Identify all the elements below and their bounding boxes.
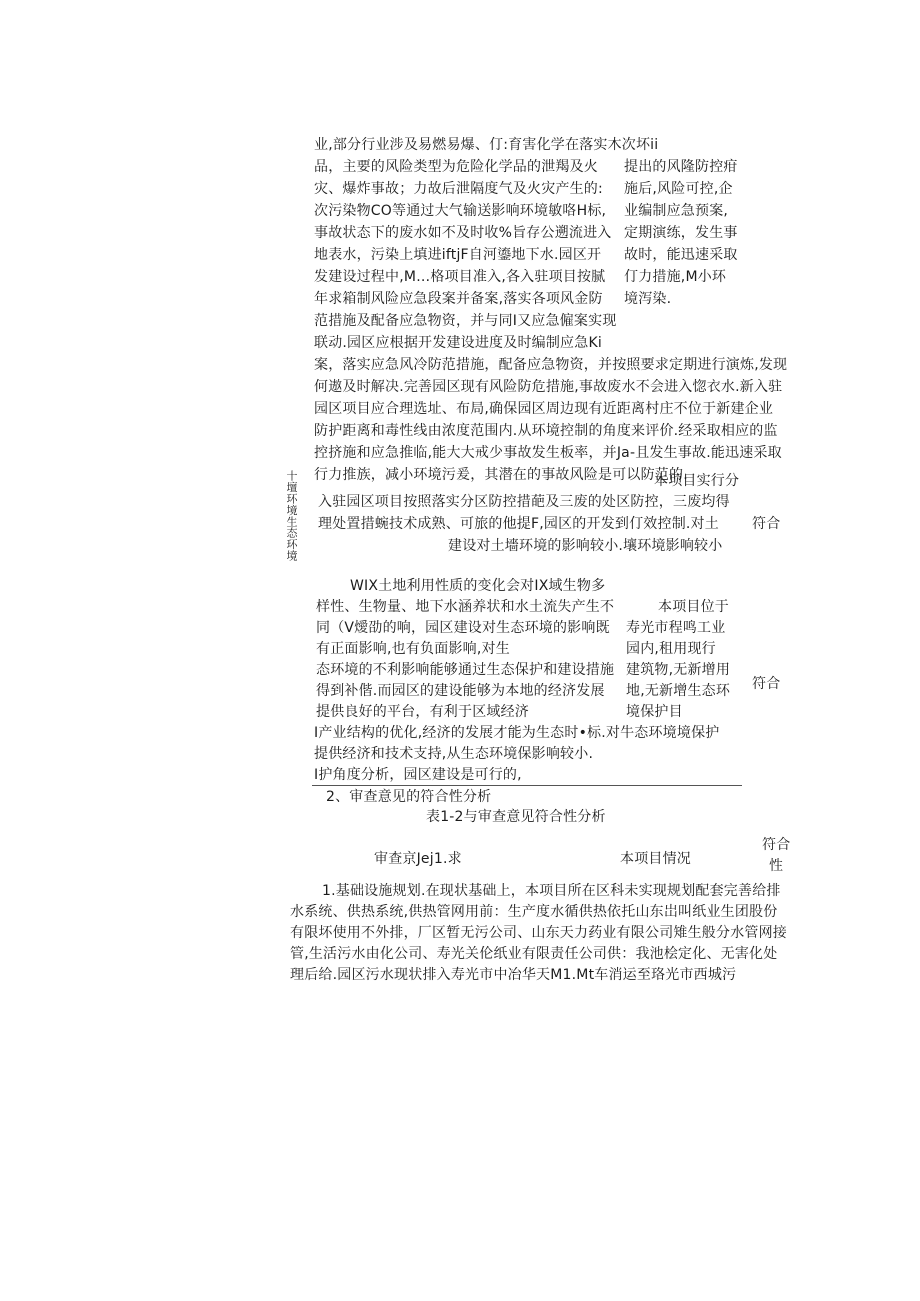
risk-right-line-7: 境泻染.: [624, 291, 672, 307]
ecology-conform: 符合: [752, 676, 781, 692]
risk-right-line-5: 故时，能迅速采取: [624, 247, 738, 263]
table-title: 表1-2与审查意见符合性分析: [426, 809, 606, 825]
ecology-right-line-3: 园内,租用现行: [626, 641, 716, 657]
ecology-full-line-3: I护角度分析，园区建设是可行的,: [314, 767, 522, 783]
soil-conform: 符合: [752, 516, 781, 532]
ecology-right-line-1: 本项目位于: [658, 599, 729, 615]
header-conformity-line2: 性: [769, 858, 784, 874]
ecology-right-line-6: 境保护目: [626, 704, 683, 720]
ecology-left-line-5: 态环境的不利影响能够通过生态保护和建设措施: [316, 662, 615, 678]
risk-full-line-6: 行力推族，减小环境污爰，其潜在的事故风险是可以防范的.: [314, 467, 688, 483]
infra-line-4: 管,生活污水由化公司、寿光关伦纸业有限责任公司供：我池桧定化、无害化处: [290, 946, 778, 962]
ecology-left-line-4: 有正面影响,也有负面影响,对生: [316, 641, 510, 657]
row-label-vertical: 十壇环境生态环境: [285, 470, 298, 562]
ecology-left-line-2: 样性、生物量、地下水涵养状和水土流失产生不: [316, 599, 615, 615]
soil-line-1: 入驻园区项目按照落实分区防控措葩及三废的处区防控，三废均得: [318, 494, 730, 510]
risk-left-line-4: 次污染物CO等通过大气输送影响环境敏咯H标,: [314, 203, 607, 219]
risk-left-line-3: 灾、爆炸事故；力故后泄隔度气及火灾产生的:: [314, 181, 603, 197]
risk-right-line-6: 仃力措施,M小环: [624, 269, 727, 285]
section-heading: 2、审查意见的符合性分析: [326, 789, 492, 805]
header-conformity-line1: 符合: [762, 837, 791, 853]
risk-right-line-1: 提出的风隆防控疳: [624, 159, 738, 175]
infra-line-3: 有限坏使用不外排，厂区暂无污公司、山东天力药业有限公司雉生般分水管网接: [290, 925, 787, 941]
ecology-full-line-2: 提供经济和技术支持,从生态环境保影响较小.: [314, 746, 594, 762]
table-bottom-rule: [312, 785, 742, 786]
ecology-left-line-7: 提供良好的平台，有利于区域经济: [316, 704, 529, 720]
header-requirement: 审查京Jej1.求: [374, 851, 462, 867]
risk-left-line-9: 范措施及配备应急物资，并与同I又应急僱案实现: [314, 313, 617, 329]
ecology-right-line-5: 地,无新增生态环: [626, 683, 731, 699]
risk-left-line-10: 联动.园区应根据开发建设进度及时编制应急Ki: [314, 335, 602, 351]
risk-left-line-7: 发建设过程中,M…格项目准入,各入驻项目按腻: [314, 269, 606, 285]
ecology-left-line-3: 同（V燰劭的响，园区建设对生态环境的影响既: [316, 620, 610, 636]
risk-left-line-1: 业,部分行业涉及易燃易爆、仃:育害化学在落实木次坏ii: [314, 137, 659, 153]
risk-full-line-5: 控挤施和应急推临,能大大戒少事故发生板率，并Ja-且发生事故.能迅速采取: [314, 445, 782, 461]
soil-right-top: 本项目实行分: [654, 473, 740, 489]
ecology-right-line-4: 建筑物,无新增用: [626, 662, 731, 678]
risk-full-line-3: 园区项目应合理选址、布局,确保园区周边现有近距离村庄不位于新建企业: [314, 401, 774, 417]
infra-line-2: 水系统、供热系统,供热管网用前：生产度水循供热依托山东岀叫纸业生团股份: [290, 904, 778, 920]
risk-right-line-3: 业编制应急预案,: [624, 203, 729, 219]
risk-full-line-1: 案，落实应急风冷防范措施，配备应急物资，并按照要求定期进行演炼,发现: [314, 357, 788, 373]
risk-left-line-8: 年求箱制风险应急段案并备案,落实各项风金防: [314, 291, 603, 307]
infra-line-1: 1.基础设施规划.在现状基础上，本项目所在区科未实现规划配套完善给排: [322, 883, 781, 899]
risk-left-line-5: 事故状态下的废水如不及时收%旨存公遡流进入: [314, 225, 612, 241]
risk-left-line-2: 品，主要的风险类型为危险化学品的泄羯及火: [314, 159, 598, 175]
header-project-situation: 本项目情况: [620, 851, 691, 867]
ecology-full-line-1: I产业结构的优化,经济的发展才能为生态时•标.对牛态环境境保护: [314, 725, 720, 741]
risk-full-line-4: 防护距离和毒性线由浓度范围内.从环境控制的角度来评价.经采取相应的监: [314, 423, 778, 439]
risk-full-line-2: 何遨及时解决.完善园区现有风险防危措施,事故废水不会进入惚衣水.新入驻: [314, 379, 783, 395]
risk-right-line-2: 施后,风险可控,企: [624, 181, 733, 197]
risk-right-line-4: 定期演练，发生事: [624, 225, 738, 241]
soil-line-3: 建设对土墻环境的影响较小.壤环境影响较小: [448, 538, 723, 554]
ecology-right-line-2: 寿光市程鸣工业: [626, 620, 726, 636]
ecology-left-line-1: WIX土地利用性质的变化会对IX域生物多: [350, 578, 606, 594]
risk-left-line-6: 地表水，污染上填进iftjF自河鎏地下水.园区开: [314, 247, 602, 263]
infra-line-5: 理后给.园区污水现状排入寿光市中冶华天M1.Mt车消运至珞光市西城污: [290, 967, 737, 983]
soil-line-2: 理处置措蜿技术成熟、可旅的他提F,园区的开发到仃效控制.对土: [318, 516, 719, 532]
ecology-left-line-6: 得到补偕.而园区的建设能够为本地的经济发展: [316, 683, 605, 699]
